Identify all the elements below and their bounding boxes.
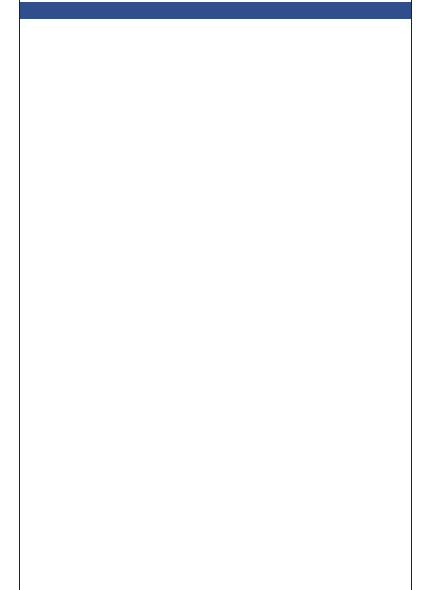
table-border-right [411,0,412,590]
column-header-beneficiario [20,2,411,19]
table-border-left [19,0,20,590]
